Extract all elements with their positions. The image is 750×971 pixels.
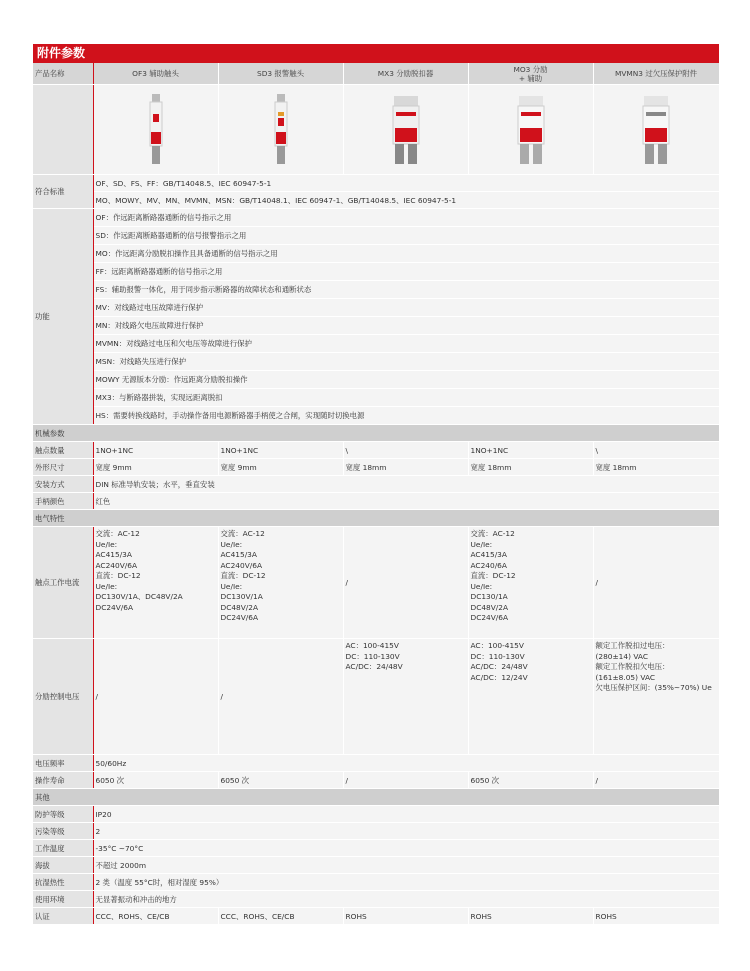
cert-row: [33, 908, 719, 925]
function-line: FF：远距离断路器通断的信号指示之用: [93, 263, 719, 281]
function-line: MSN：对线路失压进行保护: [93, 353, 719, 371]
cell-line: DC24V/6A: [220, 613, 259, 622]
cell: 6050 次: [468, 772, 593, 789]
function-line: HS：需要转换线路时，手动操作备用电源断路器手柄使之合闸，实现随时切换电源: [93, 407, 719, 425]
function-line: MO：作远距离分励脱扣操作且具备通断的信号指示之用: [93, 245, 719, 263]
product-name: OF3 辅助触头: [93, 63, 218, 85]
cell: 宽度 18mm: [343, 459, 468, 476]
product-image-row: [33, 85, 719, 175]
function-line: SD：作远距离断路器通断的信号报警指示之用: [93, 227, 719, 245]
row-label: 操作寿命: [33, 772, 93, 789]
product-image-mx3: [343, 85, 468, 175]
cell-line: DC130/1A: [470, 592, 508, 601]
pollution-row: [33, 823, 719, 840]
product-name: [468, 63, 593, 85]
cell-multiline: [218, 527, 343, 639]
standards-line: OF、SD、FS、FF：GB/T14048.5、IEC 60947-5-1: [93, 175, 719, 192]
mx3-device-icon: [392, 94, 420, 166]
cell: 1NO+1NC: [468, 442, 593, 459]
cell: 宽度 9mm: [93, 459, 218, 476]
cell-line: AC415/3A: [95, 550, 132, 559]
product-image-mo3: [468, 85, 593, 175]
altitude-row: [33, 857, 719, 874]
cell: \: [343, 442, 468, 459]
section-row-mech: [33, 425, 719, 442]
cell-line: Ue/Ie:: [470, 539, 493, 549]
row-label: 功能: [33, 209, 93, 425]
cell-multiline: [468, 639, 593, 755]
contact-current-row: [33, 527, 719, 639]
standards-line: MO、MOWY、MV、MN、MVMN、MSN：GB/T14048.1、IEC 60947-1、GB/T14048.5、IEC 60947-5-1: [93, 192, 719, 209]
product-name-text: MO3 分励 + 辅助: [513, 64, 548, 83]
cell-line: 直流：DC-12: [220, 571, 266, 580]
row-label: 安装方式: [33, 476, 93, 493]
cell-line: 额定工作脱扣欠电压：: [595, 662, 670, 671]
cell-line: AC/DC：12/24V: [470, 672, 528, 682]
cell: 不超过 2000m: [93, 857, 719, 874]
cell-multiline: [93, 527, 218, 639]
section-heading: 机械参数: [33, 425, 719, 442]
cell: 1NO+1NC: [93, 442, 218, 459]
cell-line: Ue/Ie:: [470, 581, 493, 591]
page-title: 附件参数: [37, 46, 86, 60]
cell: /: [343, 527, 468, 639]
row-label: 外形尺寸: [33, 459, 93, 476]
cell-line: Ue/Ie:: [95, 539, 118, 549]
spec-table: [33, 63, 720, 925]
cell: 宽度 18mm: [593, 459, 719, 476]
cell: /: [343, 772, 468, 789]
cell-line: Ue/Ie:: [95, 581, 118, 591]
cell: \: [593, 442, 719, 459]
row-label: 电压频率: [33, 755, 93, 772]
function-line: MX3：与断路器拼装，实现远距离脱扣: [93, 389, 719, 407]
cell: 红色: [93, 493, 719, 510]
cell-line: DC：110-130V: [345, 651, 400, 661]
row-label: 防护等级: [33, 806, 93, 823]
cell: 6050 次: [93, 772, 218, 789]
row-label-empty: [33, 85, 93, 175]
cell: 宽度 9mm: [218, 459, 343, 476]
section-row-elec: [33, 510, 719, 527]
cell-multiline: [593, 639, 719, 755]
standards-row: [33, 192, 719, 209]
section-row-other: [33, 789, 719, 806]
cell: 50/60Hz: [93, 755, 719, 772]
ip-row: [33, 806, 719, 823]
row-label: 产品名称: [33, 63, 93, 85]
cell-line: 直流：DC-12: [95, 571, 141, 580]
cell: CCC、ROHS、CE/CB: [93, 908, 218, 925]
contacts-row: [33, 442, 719, 459]
cell-line: DC130V/1A: [220, 592, 263, 601]
cell: 宽度 18mm: [468, 459, 593, 476]
cell: IP20: [93, 806, 719, 823]
cell-line: AC415/3A: [220, 550, 257, 559]
cell-multiline: [343, 639, 468, 755]
cell: /: [593, 772, 719, 789]
cell-line: (161±8.05) VAC: [595, 672, 656, 682]
function-line: MVMN：对线路过电压和欠电压等故障进行保护: [93, 335, 719, 353]
cell-line: AC240/6A: [470, 560, 507, 570]
cell-line: DC24V/6A: [470, 613, 509, 622]
cell: /: [593, 527, 719, 639]
cell-line: 额定工作脱扣过电压：: [595, 641, 670, 650]
cell: ROHS: [593, 908, 719, 925]
env-row: [33, 891, 719, 908]
temp-row: [33, 840, 719, 857]
cell: 无显著振动和冲击的地方: [93, 891, 719, 908]
row-label: 分励控制电压: [33, 639, 93, 755]
section-heading: 其他: [33, 789, 719, 806]
cell: 2 类（温度 55°C时，相对湿度 95%）: [93, 874, 719, 891]
product-image-sd3: [218, 85, 343, 175]
cell-line: DC24V/6A: [95, 602, 134, 612]
section-title-bar: [33, 44, 719, 63]
cell-line: DC130V/1A、DC48V/2A: [95, 592, 183, 601]
row-label: 符合标准: [33, 175, 93, 209]
sd3-device-icon: [274, 94, 288, 166]
shunt-voltage-row: [33, 639, 719, 755]
cell-line: AC/DC：24/48V: [470, 662, 528, 671]
cell: /: [218, 639, 343, 755]
cell-line: Ue/Ie:: [220, 539, 243, 549]
spec-sheet: [33, 44, 719, 925]
function-line: FS：辅助报警一体化，用于同步指示断路器的故障状态和通断状态: [93, 281, 719, 299]
cell: -35°C ~70°C: [93, 840, 719, 857]
cell-line: 欠电压保护区间：(35%~70%) Ue: [595, 683, 712, 692]
cell: /: [93, 639, 218, 755]
cell-multiline: [468, 527, 593, 639]
product-name: MX3 分励脱扣器: [343, 63, 468, 85]
row-label: 使用环境: [33, 891, 93, 908]
freq-row: [33, 755, 719, 772]
product-name: MVMN3 过欠压保护附件: [593, 63, 719, 85]
cell-line: DC48V/2A: [220, 602, 259, 612]
product-image-of3: [93, 85, 218, 175]
function-line: OF：作远距离断路器通断的信号指示之用: [93, 209, 719, 227]
size-row: [33, 459, 719, 476]
cell: 2: [93, 823, 719, 840]
cell: ROHS: [343, 908, 468, 925]
cell: 6050 次: [218, 772, 343, 789]
cell-line: 交流：AC-12: [470, 529, 515, 538]
cell-line: Ue/Ie:: [220, 581, 243, 591]
cell-line: AC：100-415V: [345, 641, 399, 650]
cell-line: AC240V/6A: [95, 560, 137, 570]
row-label: 污染等级: [33, 823, 93, 840]
cell-line: 交流：AC-12: [95, 529, 140, 538]
color-row: [33, 493, 719, 510]
section-heading: 电气特性: [33, 510, 719, 527]
header-row: [33, 63, 719, 85]
cell-line: AC：100-415V: [470, 641, 524, 650]
row-label: 海拔: [33, 857, 93, 874]
row-label: 触点工作电流: [33, 527, 93, 639]
cell-line: AC/DC：24/48V: [345, 662, 403, 671]
row-label: 认证: [33, 908, 93, 925]
standards-row: [33, 175, 719, 192]
cell-line: DC：110-130V: [470, 651, 525, 661]
cell: CCC、ROHS、CE/CB: [218, 908, 343, 925]
cell-line: (280±14) VAC: [595, 651, 648, 661]
cell: DIN 标准导轨安装；水平，垂直安装: [93, 476, 719, 493]
row-label: 手柄颜色: [33, 493, 93, 510]
cell-line: DC48V/2A: [470, 602, 509, 612]
row-label: 工作温度: [33, 840, 93, 857]
cell-line: AC415/3A: [470, 550, 507, 559]
cell: 1NO+1NC: [218, 442, 343, 459]
life-row: [33, 772, 719, 789]
of3-device-icon: [149, 94, 163, 166]
cell: ROHS: [468, 908, 593, 925]
product-name: SD3 报警触头: [218, 63, 343, 85]
mo3-device-icon: [517, 94, 545, 166]
cell-line: 交流：AC-12: [220, 529, 265, 538]
row-label: 触点数量: [33, 442, 93, 459]
function-line: MN：对线路欠电压故障进行保护: [93, 317, 719, 335]
function-line: MOWY 无源版本分励：作远距离分励脱扣操作: [93, 371, 719, 389]
product-image-mvmn3: [593, 85, 719, 175]
mount-row: [33, 476, 719, 493]
function-row: [33, 209, 719, 227]
humidity-row: [33, 874, 719, 891]
cell-line: 直流：DC-12: [470, 571, 516, 580]
function-line: MV：对线路过电压故障进行保护: [93, 299, 719, 317]
row-label: 抗湿热性: [33, 874, 93, 891]
cell-line: AC240V/6A: [220, 560, 262, 570]
mvmn3-device-icon: [642, 94, 670, 166]
